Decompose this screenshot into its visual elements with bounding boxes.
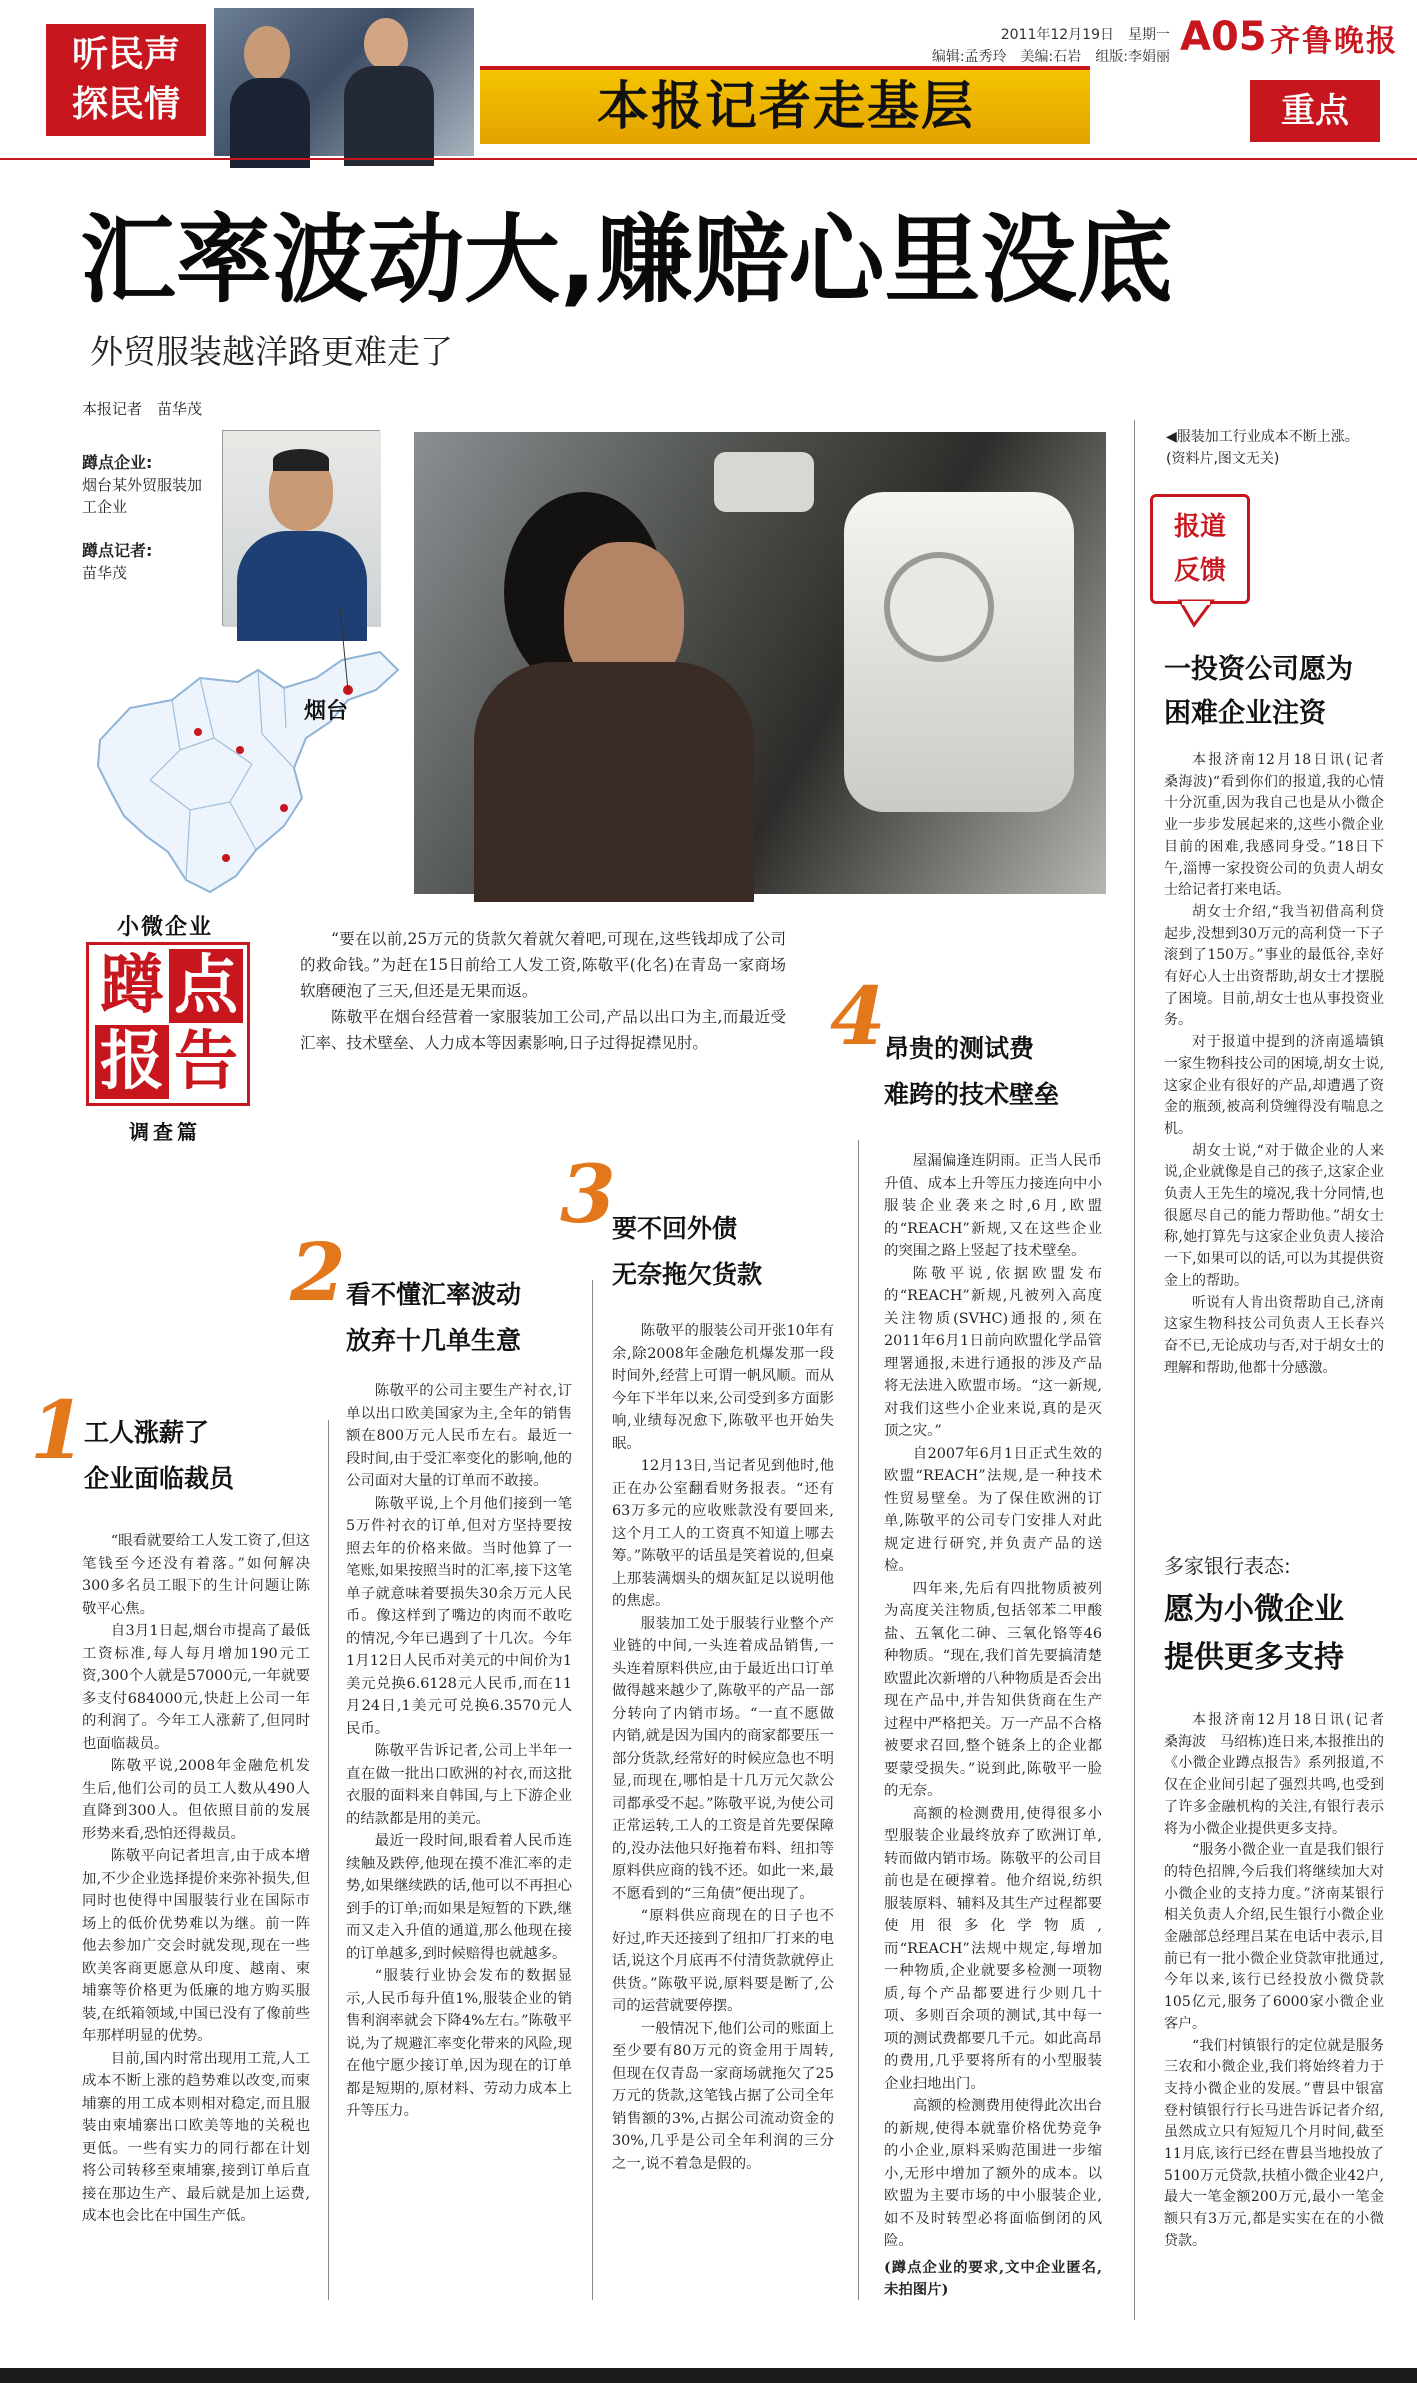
body-para: 高额的检测费用,使得很多小型服装企业最终放弃了欧洲订单,转而做内销市场。陈敬平的公司目前也是在硬撑着。他介绍说,纺织服装原料、辅料及其生产过程都要使用很多化学物质,而“REACH”法规中规定,每增加一种物质,企业就要多检测一项物质,每个产品都要进行少则几十项、多则百余项的测试,其中每一项的测试费都要几千元。如此高昂的费用,几乎要将所有的小型服装企业扫地出门。 xyxy=(884,1805,1102,2092)
report-logo-bottom: 调查篇 xyxy=(129,1120,201,1144)
map-dot xyxy=(222,854,230,862)
section-title-line: 放弃十几单生意 xyxy=(346,1326,522,1355)
section-title xyxy=(346,1276,596,1360)
body-para: 最近一段时间,眼看着人民币连续触及跌停,他现在摸不准汇率的走势,如果继续跌的话,他可以不再担心到手的订单;而如果是短暂的下跌,继而又走入升值的通道,那么他现在接的订单越多,到时候赔得也就越多。 xyxy=(346,1833,572,1962)
body-para: 本报济南12月18日讯(记者 桑海波)“看到你们的报道,我的心情十分沉重,因为我自己也是从小微企业一步步发展起来的,这些小微企业目前的困难,我感同身受。”18日下午,淄博一家投资公司的负责人胡女士给记者打来电话。 xyxy=(1164,752,1398,899)
column-name-line2: 探民情 xyxy=(71,84,180,125)
body-para: 自2007年6月1日正式生效的欧盟“REACH”法规,是一种技术性贸易壁垒。为了保住欧洲的订单,陈敬平的公司专门安排人对此规定进行研究,并负责产品的送检。 xyxy=(884,1445,1102,1574)
body-para: “眼看就要给工人发工资了,但这笔钱至今还没有着落。”如何解决300多名员工眼下的生计问题让陈敬平心焦。 xyxy=(82,1533,310,1617)
section-number: 2 xyxy=(290,1225,346,1319)
logo-char: 蹲 xyxy=(100,949,164,1023)
column-name-line1: 听民声 xyxy=(71,34,180,75)
body-para: 自3月1日起,烟台市提高了最低工资标准,每人每月增加190元工资,300个人就是57000元,一年就要多支付684000元,快赶上公司一年的利润了。今年工人涨薪了,但同时也面临裁员。 xyxy=(82,1623,310,1752)
body-para: “原料供应商现在的日子也不好过,昨天还接到了纽扣厂打来的电话,说这个月底再不付清货款就停止供货。”陈敬平说,原料要是断了,公司的运营就要停摆。 xyxy=(612,1908,834,2014)
section-title-line: 看不懂汇率波动 xyxy=(346,1280,522,1309)
body-para: 12月13日,当记者见到他时,他正在办公室翻看财务报表。“还有63万多元的应收账款没有要回来,这个月工人的工资真不知道上哪去筹。”陈敬平的话虽是笑着说的,但桌上那装满烟头的烟灰缸足以说明他的焦虑。 xyxy=(612,1458,834,1609)
body-para: 四年来,先后有四批物质被列为高度关注物质,包括邻苯二甲酸盐、五氧化二砷、三氧化铬等46种物质。“现在,我们首先要搞清楚欧盟此次新增的八种物质是否会出现在产品中,并告知供货商在生产过程中严格把关。万一产品不合格被要求召回,整个链条上的企业都要蒙受损失。”说到此,陈敬平一脸的无奈。 xyxy=(884,1580,1102,1799)
sidebar-head2-line: 愿为小微企业 xyxy=(1164,1592,1344,1627)
section-title xyxy=(884,1030,1144,1114)
logo-char: 点 xyxy=(169,949,243,1023)
body-para: 陈敬平的公司主要生产衬衣,订单以出口欧美国家为主,全年的销售额在800万元人民币左右。最近一段时间,由于受汇率变化的影响,他的公司面对大量的订单而不敢接。 xyxy=(346,1383,572,1489)
photo-caption: ◀服装加工行业成本不断上涨。(资料片,图文无关) xyxy=(1166,429,1359,467)
reporter-value: 苗华茂 xyxy=(82,564,128,582)
section-title-line: 要不回外债 xyxy=(612,1214,738,1243)
feedback-tag-line: 报道 xyxy=(1173,512,1226,542)
sidebar-head1-line: 困难企业注资 xyxy=(1164,698,1326,729)
sidebar-body1 xyxy=(1164,750,1398,1379)
body-para: 陈敬平向记者坦言,由于成本增加,不少企业选择提价来弥补损失,但同时也使得中国服装行业在国际市场上的低价优势难以为继。前一阵他去参加广交会时就发现,现在一些欧美客商更愿意从印度、越南、柬埔寨等价格更为低廉的地方购买服装,在纸箱领域,中国已没有了像前些年那样明显的优势。 xyxy=(82,1848,310,2044)
body-para: 陈敬平说,上个月他们接到一笔5万件衬衣的订单,但对方坚持要按照去年的价格来做。当时他算了一笔账,如果按照当时的汇率,接下这笔单子就意味着要损失30余万元人民币。像这样到了嘴边的肉而不敢吃的情况,今年已遇到了十几次。今年1月12日人民币对美元的中间价为1美元兑换6.6128元人民币,而在11月24日,1美元可兑换6.3570元人民币。 xyxy=(346,1495,572,1737)
section-title xyxy=(612,1210,862,1294)
reporter-label: 蹲点记者: xyxy=(82,541,153,560)
body-para: 陈敬平说,2008年金融危机发生后,他们公司的员工人数从490人直降到300人。但依照目前的发展形势来看,恐怕还得裁员。 xyxy=(82,1758,310,1842)
section-body xyxy=(82,1530,310,2228)
column-divider xyxy=(328,1420,329,2300)
column-name-block xyxy=(46,24,206,136)
feedback-tag xyxy=(1150,494,1250,604)
lead-para: “要在以前,25万元的货款欠着就欠着吧,可现在,这些钱却成了公司的救命钱。”为赶在15日前给工人发工资,陈敬平(化名)在青岛一家商场软磨硬泡了三天,但还是无果而返。 xyxy=(300,930,786,1000)
byline: 本报记者 苗华茂 xyxy=(82,400,203,418)
section-body xyxy=(612,1320,834,2175)
sidebar-body2 xyxy=(1164,1710,1398,2253)
section-tag: 重点 xyxy=(1250,80,1380,142)
reporter-photo xyxy=(222,430,380,626)
body-para: “服装行业协会发布的数据显示,人民币每升值1%,服装企业的销售利润率就会下降4%左右。”陈敬平说,为了规避汇率变化带来的风险,现在他宁愿少接订单,因为现在的订单都是短期的,原材料、劳动力成本上升等压力。 xyxy=(346,1968,572,2119)
main-photo xyxy=(414,432,1106,894)
feedback-tag-line: 反馈 xyxy=(1173,556,1226,586)
body-para: 对于报道中提到的济南遥墙镇一家生物科技公司的困境,胡女士说,这家企业有很好的产品,却遭遇了资金的瓶颈,被高利贷缠得没有喘息之机。 xyxy=(1164,1034,1384,1137)
section-number: 3 xyxy=(560,1147,616,1241)
report-logo-top: 小微企业 xyxy=(116,915,213,940)
lead xyxy=(300,926,786,1056)
body-para: 目前,国内时常出现用工荒,人工成本不断上涨的趋势难以改变,而柬埔寨的用工成本则相对稳定,而且服装由柬埔寨出口欧美等地的关税也更低。一些有实力的同行都在计划将公司转移至柬埔寨,接到订单后直接在那边生产、最后就是加上运费,成本也会比在中国生产低。 xyxy=(82,2050,310,2224)
page-number: A05 xyxy=(1180,14,1267,60)
section-title-line: 工人涨薪了 xyxy=(84,1418,210,1447)
map-dot xyxy=(194,728,202,736)
body-para: 服装加工处于服装行业整个产业链的中间,一头连着成品销售,一头连着原料供应,由于最近出口订单做得越来越少了,陈敬平的产品一部分转向了内销市场。“一直不愿做内销,就是因为国内的商家都要压一部分货款,经常好的时候应急也不明显,而现在,哪怕是十几万元欠款公司都承受不起。”陈敬平说,为使公司正常运转,工人的工资是首先要保障的,没办法他只好拖着布料、纽扣等原料供应商的钱不还。如此一来,最不愿看到的“三角债”便出现了。 xyxy=(612,1615,834,1902)
body-para: 高额的检测费用使得此次出台的新规,使得本就靠价格优势竞争的小企业,原料采购范围进一步缩小,无形中增加了额外的成本。以欧盟为主要市场的中小服装企业,如不及时转型必将面临倒闭的风险。 xyxy=(884,2098,1102,2249)
body-para: 胡女士介绍,“我当初借高利贷起步,没想到30万元的高利贷一下子滚到了150万。”事业的最低谷,幸好有好心人士出资帮助,胡女士才摆脱了困境。目前,胡女士也从事投资业务。 xyxy=(1164,903,1384,1029)
sidebar-head2-line: 提供更多支持 xyxy=(1164,1640,1344,1675)
sidebar-prehead: 多家银行表态: xyxy=(1164,1554,1291,1578)
section-note: (蹲点企业的要求,文中企业匿名,未拍图片) xyxy=(884,2258,1102,2298)
section-title xyxy=(84,1414,314,1498)
section-title-line: 昂贵的测试费 xyxy=(884,1034,1035,1063)
editors: 编辑:孟秀玲 美编:石岩 组版:李娟丽 xyxy=(931,49,1170,65)
enterprise-label: 蹲点企业: xyxy=(82,453,153,472)
body-para: 陈敬平告诉记者,公司上半年一直在做一批出口欧洲的衬衣,而这批衣服的面料来自韩国,与上下游企业的结款都是用的美元。 xyxy=(346,1743,572,1827)
enterprise-value: 烟台某外贸服装加工企业 xyxy=(82,476,203,516)
body-para: 一般情况下,他们公司的账面上至少要有80万元的资金用于周转,但现在仅青岛一家商场就拖欠了25万元的货款,这笔钱占据了公司全年销售额的3%,占据公司流动资金的30%,几乎是公司全年利润的三分之一,说不着急是假的。 xyxy=(612,2020,834,2172)
body-para: 陈敬平的服装公司开张10年有余,除2008年金融危机爆发那一段时间外,经营上可谓一帆风顺。而从今年下半年以来,公司受到多方面影响,业绩每况愈下,陈敬平也开始失眠。 xyxy=(612,1323,834,1452)
body-para: 本报济南12月18日讯(记者 桑海波 马绍栋)连日来,本报推出的《小微企业蹲点报告》系列报道,不仅在企业间引起了强烈共鸣,也受到了许多金融机构的关注,有银行表示将为小微企业提供更多支持。 xyxy=(1164,1712,1398,1837)
sidebar-head1 xyxy=(1164,648,1394,736)
banner-title: 本报记者走基层 xyxy=(596,77,975,137)
column-divider xyxy=(858,1140,859,2300)
masthead-photo xyxy=(214,8,474,156)
headline: 汇率波动大,赚赔心里没底 xyxy=(80,204,1173,316)
paper-name: 齐鲁晚报 xyxy=(1270,24,1398,59)
subhead: 外贸服装越洋路更难走了 xyxy=(90,332,453,371)
section-number: 4 xyxy=(830,969,886,1063)
logo-char: 报 xyxy=(95,1025,169,1099)
body-para: 胡女士说,“对于做企业的人来说,企业就像是自己的孩子,这家企业负责人王先生的境况,我十分同情,也很愿尽自己的能力帮助他。”胡女士称,她打算先与这家企业负责人接洽一下,如果可以的话,可以为其提供资金上的帮助。 xyxy=(1164,1142,1384,1289)
section-title-line: 无奈拖欠货款 xyxy=(612,1260,763,1289)
feedback-tag-arrow xyxy=(1176,601,1216,627)
lead-para: 陈敬平在烟台经营着一家服装加工公司,产品以出口为主,而最近受汇率、技术壁垒、人力成本等因素影响,日子过得捉襟见肘。 xyxy=(300,1008,786,1052)
map-dot xyxy=(280,804,288,812)
page-bottom-rule xyxy=(0,2368,1417,2383)
sidebar-divider xyxy=(1134,420,1135,2320)
body-para: “服务小微企业一直是我们银行的特色招牌,今后我们将继续加大对小微企业的支持力度。”济南某银行相关负责人介绍,民生银行小微企业金融部总经理吕某在电话中表示,目前已有一批小微企业贷款审批通过,今年以来,该行已经投放小微贷款105亿元,服务了6000家小微企业客户。 xyxy=(1164,1842,1384,2032)
masthead-rule xyxy=(0,158,1417,160)
masthead xyxy=(0,0,1417,160)
issue-date: 2011年12月19日 星期一 xyxy=(1000,27,1170,43)
column-divider xyxy=(592,1280,593,2300)
sidebar-head2 xyxy=(1164,1586,1394,1682)
section-number: 1 xyxy=(30,1383,86,1477)
section-body xyxy=(884,1150,1102,2302)
body-para: 听说有人肯出资帮助自己,济南这家生物科技公司负责人王长春兴奋不已,无论成功与否,对于胡女士的理解和帮助,他都十分感激。 xyxy=(1164,1294,1384,1376)
shandong-map xyxy=(80,630,420,910)
section-title-line: 企业面临裁员 xyxy=(84,1464,235,1493)
body-para: “我们村镇银行的定位就是服务三农和小微企业,我们将始终着力于支持小微企业的发展。”曹县中银富登村镇银行行长马进告诉记者介绍,虽然成立只有短短几个月时间,截至11月底,该行已经在曹县当地投放了5100万元贷款,扶植小微企业42户,最大一笔金额200万元,最小一笔金额只有3万元,都是实实在在的小微贷款。 xyxy=(1164,2037,1384,2249)
sidebar-head1-line: 一投资公司愿为 xyxy=(1164,654,1353,685)
logo-char: 告 xyxy=(174,1025,238,1099)
report-logo xyxy=(86,942,250,1106)
map-city-label: 烟台 xyxy=(304,699,349,724)
body-para: 屋漏偏逢连阴雨。正当人民币升值、成本上升等压力接连向中小服装企业袭来之时,6月,欧盟的“REACH”新规,又在这些企业的突围之路上竖起了技术壁垒。 xyxy=(884,1153,1102,1259)
map-dot xyxy=(236,746,244,754)
section-title-line: 难跨的技术壁垒 xyxy=(884,1080,1060,1109)
body-para: 陈敬平说,依据欧盟发布的“REACH”新规,凡被列入高度关注物质(SVHC)通报的,须在2011年6月1日前向欧盟化学品管理署通报,未进行通报的涉及产品将无法进入欧盟市场。“这一新规,对我们这些小企业来说,真的是灭顶之灾。” xyxy=(884,1265,1102,1439)
section-body xyxy=(346,1380,572,2123)
